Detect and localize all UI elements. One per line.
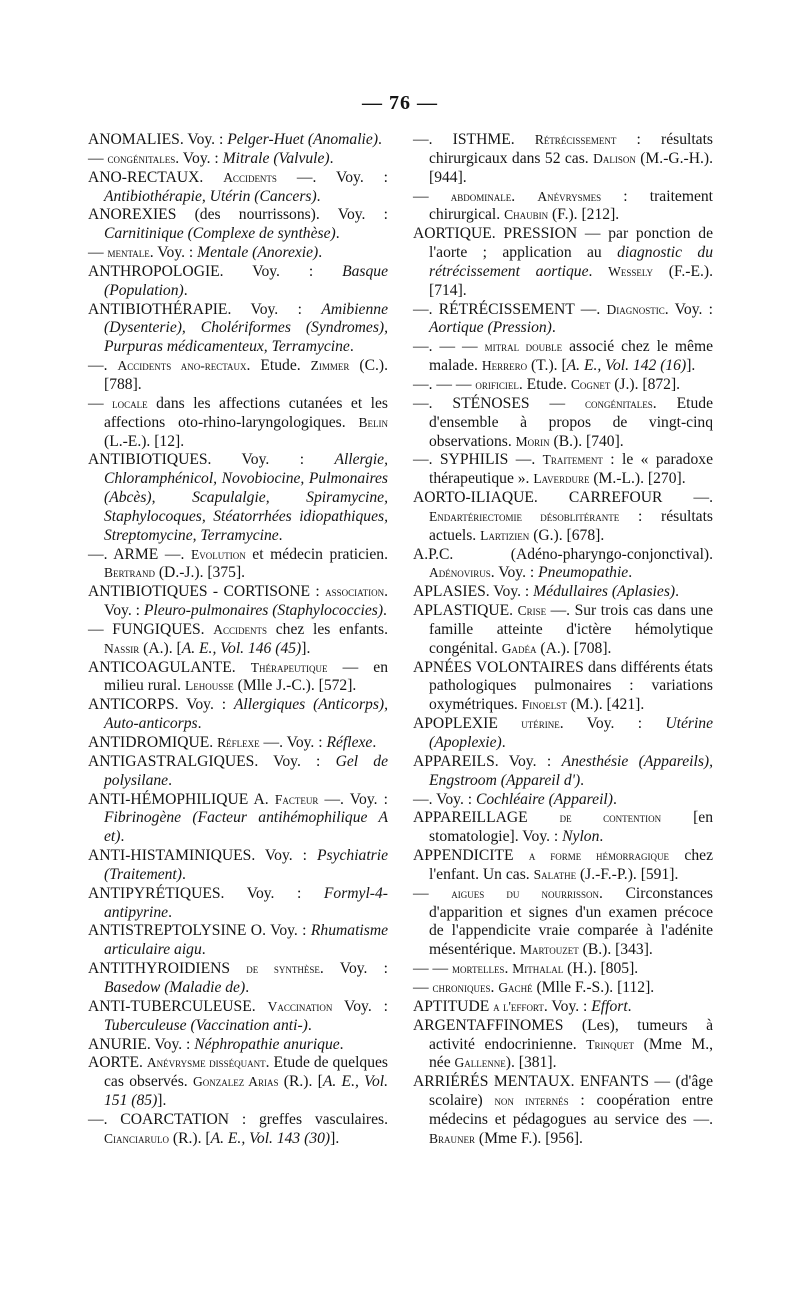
small-caps-text: Accidents xyxy=(223,169,277,185)
index-entry xyxy=(88,150,388,169)
entry-text: ANTIBIOTHÉRAPIE. Voy. : xyxy=(88,300,322,318)
entry-text: —. Voy. : xyxy=(413,790,476,808)
small-caps-text: Réflexe xyxy=(217,735,260,750)
italic-reference: Psychiatrie (Traitement) xyxy=(104,847,388,883)
italic-reference: Anesthésie (Appareils), Engstroom (Appareil d') xyxy=(429,752,713,789)
entry-text: ]. xyxy=(686,357,696,375)
index-entry xyxy=(88,1054,388,1111)
italic-reference: Gel de polysilane xyxy=(104,752,388,789)
italic-reference: A. E., Vol. 151 (85) xyxy=(104,1073,388,1110)
entry-text: . xyxy=(490,978,499,996)
entry-text: . xyxy=(580,771,585,789)
italic-reference: Mitrale (Valvule) xyxy=(222,149,330,167)
entry-text: (L.-E.). [12]. xyxy=(104,432,185,450)
italic-reference: Allergie, Chloramphénicol, Novobiocine, Pulmonaires (Abcès), Scapulalgie, Spiramycine, Staphylocoques, Stéatorrhées idiopathiques, Streptomycine, Terramycine xyxy=(104,451,388,544)
index-entry xyxy=(413,979,713,998)
entry-text: ANTIDROMIQUE. xyxy=(88,734,218,751)
index-entry xyxy=(413,546,713,584)
index-entry xyxy=(413,225,713,300)
small-caps-text: Diagnostic xyxy=(606,301,665,317)
entry-text: (D.-J.). [375]. xyxy=(154,564,246,582)
entry-text: . xyxy=(168,903,173,921)
entry-text: (F.). [212]. xyxy=(548,206,620,224)
entry-text: (M.-G.-H.). [944]. xyxy=(429,149,713,186)
entry-text: (Mme F.). [956]. xyxy=(475,1129,583,1147)
small-caps-text: association xyxy=(325,584,385,600)
index-entry xyxy=(413,885,713,960)
entry-text: —. STÉNOSES — xyxy=(413,394,586,412)
italic-reference: A. E., Vol. 142 (16) xyxy=(566,357,687,375)
entry-text: (A.). [ xyxy=(139,639,182,657)
italic-reference: Pleuro-pulmonaires (Staphylococcies) xyxy=(143,602,384,620)
entry-text: . Voy. : xyxy=(104,583,388,620)
small-caps-text: Brauner xyxy=(429,1130,476,1146)
small-caps-text: utérine xyxy=(521,716,560,732)
small-caps-text: Vaccination xyxy=(267,998,333,1014)
entry-text: . xyxy=(627,997,632,1015)
index-entry xyxy=(413,188,713,226)
small-caps-text: Herrero xyxy=(481,358,528,374)
entry-text: . xyxy=(168,771,173,789)
entry-text: . Voy. : xyxy=(319,960,388,978)
small-caps-text: orificiel xyxy=(475,376,519,392)
index-entry xyxy=(413,602,713,659)
index-entry xyxy=(88,734,388,753)
entry-text: AORTIQUE. PRESSION — par ponction de l'aorte ; application au xyxy=(413,225,713,262)
entry-text: — xyxy=(88,394,113,412)
italic-reference: Pelger-Huet (Anomalie) xyxy=(227,131,379,148)
entry-text: . xyxy=(318,244,323,262)
small-caps-text: Anévrysmes xyxy=(537,188,602,204)
index-entry xyxy=(413,998,713,1017)
index-entry xyxy=(88,659,388,697)
entry-text: . xyxy=(628,564,633,582)
entry-text: . Etude de quelques cas observés. xyxy=(104,1054,388,1091)
entry-text: —. Voy. : xyxy=(276,168,388,186)
entry-text: ]. xyxy=(157,1092,167,1110)
entry-text: ANTIGASTRALGIQUES. Voy. : xyxy=(88,752,336,770)
entry-text: —. ARME —. xyxy=(88,545,191,563)
entry-text: . xyxy=(378,131,382,148)
entry-text: AORTO-ILIAQUE. CARREFOUR —. xyxy=(413,489,713,507)
index-entry xyxy=(88,583,388,621)
small-caps-text: Endartériectomie désoblitérante xyxy=(429,508,620,524)
italic-reference: Effort xyxy=(591,997,628,1015)
entry-text: . xyxy=(599,828,604,846)
entry-text: . xyxy=(511,187,538,205)
entry-text: . xyxy=(316,187,321,205)
index-entry xyxy=(88,169,388,207)
small-caps-text: Anévrysme disséquant xyxy=(146,1055,266,1071)
small-caps-text: non internés xyxy=(494,1093,569,1109)
small-caps-text: a forme hémorragique xyxy=(528,848,670,864)
entry-text: chez les enfants. xyxy=(267,620,388,638)
small-caps-text: mentale xyxy=(107,245,150,261)
entry-text: . xyxy=(372,734,377,751)
small-caps-text: de contention xyxy=(559,810,662,826)
entry-text: (G.). [678]. xyxy=(529,526,605,544)
small-caps-text: Belin xyxy=(358,414,388,430)
entry-text: : traitement chirurgical. xyxy=(429,187,713,224)
entry-text: . xyxy=(181,865,186,883)
index-entry xyxy=(88,546,388,584)
index-entry xyxy=(88,885,388,923)
italic-reference: Basque (Population) xyxy=(104,262,388,299)
small-caps-text: Accidents xyxy=(213,621,268,637)
entry-text: . Etude. xyxy=(246,357,311,375)
small-caps-text: a l'effort xyxy=(493,998,544,1014)
entry-text: APLASIES. Voy. : xyxy=(413,583,534,601)
italic-reference: Antibiothérapie, Utérin (Cancers) xyxy=(104,187,317,205)
italic-reference: Utérine (Apoplexie) xyxy=(429,715,713,751)
index-entry xyxy=(413,753,713,791)
entry-text: (R.). [ xyxy=(169,1129,211,1147)
small-caps-text: Gadéa xyxy=(501,640,537,656)
small-caps-text: Rétrécissement xyxy=(534,132,617,147)
small-caps-text: Trinquet xyxy=(586,1036,635,1052)
index-entry xyxy=(413,489,713,546)
index-entry xyxy=(88,244,388,263)
italic-reference: Basedow (Maladie de) xyxy=(104,978,246,996)
small-caps-text: Mithalal xyxy=(512,961,564,977)
entry-text: : le « paradoxe thérapeutique ». xyxy=(429,451,713,488)
entry-text: (Mlle J.-C.). [572]. xyxy=(233,677,357,695)
entry-text: . Voy. : xyxy=(559,715,666,733)
index-entry xyxy=(88,395,388,452)
entry-text: (T.). [ xyxy=(527,357,567,375)
entry-text: ANURIE. Voy. : xyxy=(88,1035,195,1053)
index-entry xyxy=(413,791,713,810)
italic-reference: Carnitinique (Complexe de synthèse) xyxy=(104,225,336,243)
small-caps-text: Chaubin xyxy=(504,207,549,223)
entry-text: (M.). [421]. xyxy=(566,696,645,714)
small-caps-text: Accidents ano-rectaux xyxy=(117,358,247,374)
index-entry xyxy=(413,809,713,847)
small-caps-text: Cianciarulo xyxy=(104,1130,169,1146)
entry-text: dans les affections cutanées et les affections oto-rhino-laryngologiques. xyxy=(104,394,388,431)
small-caps-text: aigues du nourrisson xyxy=(451,885,599,901)
entry-text: . Etude d'ensemble à propos de vingt-cinq observations. xyxy=(429,394,714,450)
small-caps-text: Lartizien xyxy=(480,527,530,543)
page-number: — 76 — xyxy=(362,92,438,114)
entry-text: ANTI-HISTAMINIQUES. Voy. : xyxy=(88,847,317,865)
entry-text: ). [381]. xyxy=(505,1054,557,1072)
entry-text: . xyxy=(278,526,283,544)
entry-text: (Mlle F.-S.). [112]. xyxy=(532,978,655,996)
entry-text: ANTICORPS. Voy. : xyxy=(88,696,234,714)
small-caps-text: congénitales xyxy=(107,150,176,166)
index-entry xyxy=(88,357,388,395)
index-entry xyxy=(88,1111,388,1149)
entry-text: (M.-L.). [270]. xyxy=(589,470,686,488)
italic-reference: Réflexe xyxy=(326,734,373,751)
entry-text: . xyxy=(120,828,125,846)
entry-text: —. Voy. : xyxy=(318,790,388,808)
index-entry xyxy=(413,715,713,753)
index-entry xyxy=(88,998,388,1036)
entry-text: . xyxy=(307,1016,312,1034)
index-entry xyxy=(413,583,713,602)
entry-text: . xyxy=(504,960,513,978)
index-entry xyxy=(413,131,713,188)
small-caps-text: locale xyxy=(112,395,148,411)
index-entry xyxy=(88,131,388,150)
entry-text: APTITUDE xyxy=(413,997,494,1015)
small-caps-text: Gonzalez Arias xyxy=(192,1074,279,1090)
entry-text: — xyxy=(413,978,433,996)
entry-text: . xyxy=(201,941,206,959)
index-entry xyxy=(88,263,388,301)
italic-reference: Fibrinogène (Facteur antihémophilique A et) xyxy=(104,809,388,846)
entry-text: ANTI-HÉMOPHILIQUE A. xyxy=(88,790,275,808)
entry-text: ANO-RECTAUX. xyxy=(88,168,224,186)
entry-text: APPAREILS. Voy. : xyxy=(413,752,562,770)
entry-text: . xyxy=(329,149,334,167)
italic-reference: Médullaires (Aplasies) xyxy=(533,583,676,601)
italic-reference: Mentale (Anorexie) xyxy=(197,244,319,262)
entry-text: . xyxy=(551,319,556,337)
entry-text: ]. xyxy=(301,639,311,657)
entry-text: APPAREILLAGE xyxy=(413,809,560,827)
entry-text: ANTICOAGULANTE. xyxy=(88,658,251,676)
italic-reference: A. E., Vol. 143 (30) xyxy=(210,1129,331,1147)
small-caps-text: Finoelst xyxy=(521,697,567,713)
small-caps-text: Wessely xyxy=(608,263,654,279)
small-caps-text: Gaché xyxy=(498,979,533,995)
entry-text: ANTIBIOTIQUES. Voy. : xyxy=(88,451,335,469)
small-caps-text: Zimmer xyxy=(310,358,350,374)
entry-text: —. COARCTATION : greffes vasculaires. xyxy=(88,1110,388,1128)
index-entry xyxy=(413,847,713,885)
entry-text: . xyxy=(335,225,340,243)
italic-reference: Formyl-4-antipyrine xyxy=(104,884,388,921)
italic-reference: Allergiques (Anticorps), Auto-anticorps xyxy=(104,696,388,733)
small-caps-text: Laverdure xyxy=(533,471,590,487)
italic-reference: Nylon xyxy=(562,828,600,846)
index-entry xyxy=(88,301,388,358)
italic-reference: Aortique (Pression) xyxy=(429,319,552,337)
entry-text: APLASTIQUE. xyxy=(413,602,518,620)
small-caps-text: Cognet xyxy=(570,376,611,392)
entry-text: : coopération entre médecins et pédagogues au service des —. xyxy=(429,1092,713,1128)
small-caps-text: de synthèse xyxy=(246,961,320,977)
index-entry xyxy=(88,960,388,998)
entry-text: — xyxy=(413,187,451,205)
entry-text: (J.). [872]. xyxy=(610,375,681,393)
entry-text: — — xyxy=(413,960,452,978)
index-entry xyxy=(413,301,713,339)
small-caps-text: chroniques xyxy=(432,979,491,995)
small-caps-text: Nassir xyxy=(104,640,140,656)
index-entry xyxy=(88,696,388,734)
entry-text: APOPLEXIE xyxy=(413,715,522,733)
entry-text: (B.). [740]. xyxy=(549,432,624,450)
entry-text: : résultats actuels. xyxy=(429,507,713,544)
entry-text: — xyxy=(413,884,452,902)
entry-text: APNÉES VOLONTAIRES dans différents états pathologiques pulmonaires : variations oxymétriques. xyxy=(413,658,713,714)
entry-text: —. xyxy=(88,357,118,375)
entry-text: . Voy. : xyxy=(490,564,539,582)
entry-text: — FUNGIQUES. xyxy=(88,620,214,638)
entry-text: . xyxy=(183,281,188,299)
entry-text: (R.). [ xyxy=(278,1073,323,1091)
entry-text: —. Sur trois cas dans une famille atteinte d'ictère hémolytique congénital. xyxy=(429,602,713,657)
small-caps-text: Salathe xyxy=(533,866,577,882)
entry-text: A.P.C. (Adéno-pharyngo-conjonctival). xyxy=(413,545,713,563)
entry-text: — xyxy=(88,149,108,167)
small-caps-text: Thérapeutique xyxy=(250,659,328,675)
entry-text: ARGENTAFFINOMES (Les), tumeurs à activité endocrinienne. xyxy=(413,1016,713,1053)
small-caps-text: Martouzet xyxy=(519,942,579,958)
entry-text: . xyxy=(612,790,617,808)
entry-text: AORTE. xyxy=(88,1054,147,1072)
small-caps-text: Gallenne xyxy=(454,1055,506,1071)
right-column xyxy=(413,131,713,1149)
index-entry xyxy=(88,206,388,244)
italic-reference: Rhumatisme articulaire aigu xyxy=(104,922,388,959)
entry-text: —. — — xyxy=(413,338,485,356)
entry-text: —. Voy. : xyxy=(259,734,327,751)
index-entry xyxy=(88,451,388,545)
index-entry xyxy=(88,621,388,659)
index-entry xyxy=(88,1036,388,1055)
entry-text: (B.). [343]. xyxy=(578,941,653,959)
entry-text: Voy. : xyxy=(332,997,388,1015)
entry-text: . Voy. : xyxy=(175,149,223,167)
entry-text: chez l'enfant. Un cas. xyxy=(429,847,713,883)
italic-reference: A. E., Vol. 146 (45) xyxy=(181,639,302,657)
index-entry xyxy=(413,395,713,452)
index-entry xyxy=(413,376,713,395)
entry-text: ANTISTREPTOLYSINE O. Voy. : xyxy=(88,922,311,940)
entry-text: ANTIBIOTIQUES - CORTISONE : xyxy=(88,583,326,601)
index-entry xyxy=(413,960,713,979)
entry-text: (C.). [788]. xyxy=(104,357,389,393)
index-entry xyxy=(413,451,713,489)
small-caps-text: Facteur xyxy=(274,791,319,807)
index-entry xyxy=(413,659,713,716)
entry-text: ANTIPYRÉTIQUES. Voy. : xyxy=(88,884,324,902)
entry-text: (H.). [805]. xyxy=(563,960,639,978)
index-entry xyxy=(413,1017,713,1074)
entry-text: — xyxy=(88,244,108,262)
entry-text: ]. xyxy=(330,1129,340,1147)
entry-text: . xyxy=(588,262,609,280)
small-caps-text: Traitement xyxy=(542,452,603,468)
entry-text: (J.-F.-P.). [591]. xyxy=(576,865,679,883)
italic-reference: diagnostic du rétrécissement aortique xyxy=(429,244,714,280)
small-caps-text: Dalison xyxy=(593,150,636,166)
entry-text: ARRIÉRÉS MENTAUX. ENFANTS — (d'âge scolaire) xyxy=(413,1073,713,1110)
entry-text: . Voy. : xyxy=(543,997,592,1015)
entry-text: —. ISTHME. xyxy=(413,131,535,148)
small-caps-text: Lehousse xyxy=(184,678,234,694)
small-caps-text: Evolution xyxy=(190,546,246,562)
index-entry xyxy=(88,753,388,791)
index-entry xyxy=(413,1073,713,1148)
small-caps-text: Adénovirus xyxy=(429,565,491,581)
italic-reference: Néphropathie anurique xyxy=(194,1035,340,1053)
entry-text: (F.-E.). [714]. xyxy=(429,262,713,299)
entry-text: —. RÉTRÉCISSEMENT —. xyxy=(413,300,607,318)
entry-text: (A.). [708]. xyxy=(536,639,612,657)
index-entry xyxy=(88,791,388,848)
entry-text: ANTI-TUBERCULEUSE. xyxy=(88,997,268,1015)
left-column xyxy=(88,131,388,1149)
entry-text: . xyxy=(245,978,250,996)
entry-text: . xyxy=(197,715,202,733)
small-caps-text: Morin xyxy=(515,433,550,449)
entry-text: . xyxy=(675,583,679,601)
entry-text: ANTHROPOLOGIE. Voy. : xyxy=(88,262,343,280)
entry-text: ANTITHYROIDIENS xyxy=(88,960,247,978)
entry-text: : résultats chirurgicaux dans 52 cas. xyxy=(429,131,713,167)
entry-text: APPENDICITE xyxy=(413,847,529,865)
small-caps-text: mortelles xyxy=(451,961,505,977)
entry-text: . Circonstances d'apparition et signes d'un examen précoce de l'appendicite vraie comparée à l'adénite mésentérique. xyxy=(429,884,713,959)
entry-text: (Mme M., née xyxy=(429,1035,713,1072)
italic-reference: Tuberculeuse (Vaccination anti-) xyxy=(104,1016,308,1034)
entry-text: —. SYPHILIS —. xyxy=(413,451,543,469)
index-entry xyxy=(88,922,388,960)
index-entry xyxy=(88,847,388,885)
small-caps-text: mitral double xyxy=(484,339,563,355)
entry-text: [en stomatologie]. Voy. : xyxy=(429,809,713,846)
entry-text: . xyxy=(501,734,506,751)
entry-text: . xyxy=(339,1035,344,1053)
italic-reference: Cochléaire (Appareil) xyxy=(475,790,613,808)
entry-text: . Voy. : xyxy=(149,244,198,262)
entry-text: ANOREXIES (des nourrissons). Voy. : xyxy=(88,206,388,224)
small-caps-text: Bertrand xyxy=(104,565,155,581)
entry-text: associé chez le même malade. xyxy=(429,338,714,375)
small-caps-text: Crise xyxy=(517,603,547,619)
entry-text: et médecin praticien. xyxy=(245,545,388,563)
italic-reference: Amibienne (Dysenterie), Cholériformes (Syndromes), Purpuras médicamenteux, Terramycine xyxy=(104,300,388,356)
entry-text: . xyxy=(349,338,354,356)
small-caps-text: abdominale xyxy=(450,188,512,204)
italic-reference: Pneumopathie xyxy=(538,564,629,582)
entry-text: — en milieu rural. xyxy=(104,658,388,695)
index-entry xyxy=(413,338,713,376)
entry-text: . xyxy=(383,602,387,620)
entry-text: —. — — xyxy=(413,375,476,393)
entry-text: . Voy. : xyxy=(664,300,713,318)
entry-text: ANOMALIES. Voy. : xyxy=(88,131,228,148)
small-caps-text: congénitales xyxy=(585,395,653,411)
entry-text: . Etude. xyxy=(518,375,571,393)
